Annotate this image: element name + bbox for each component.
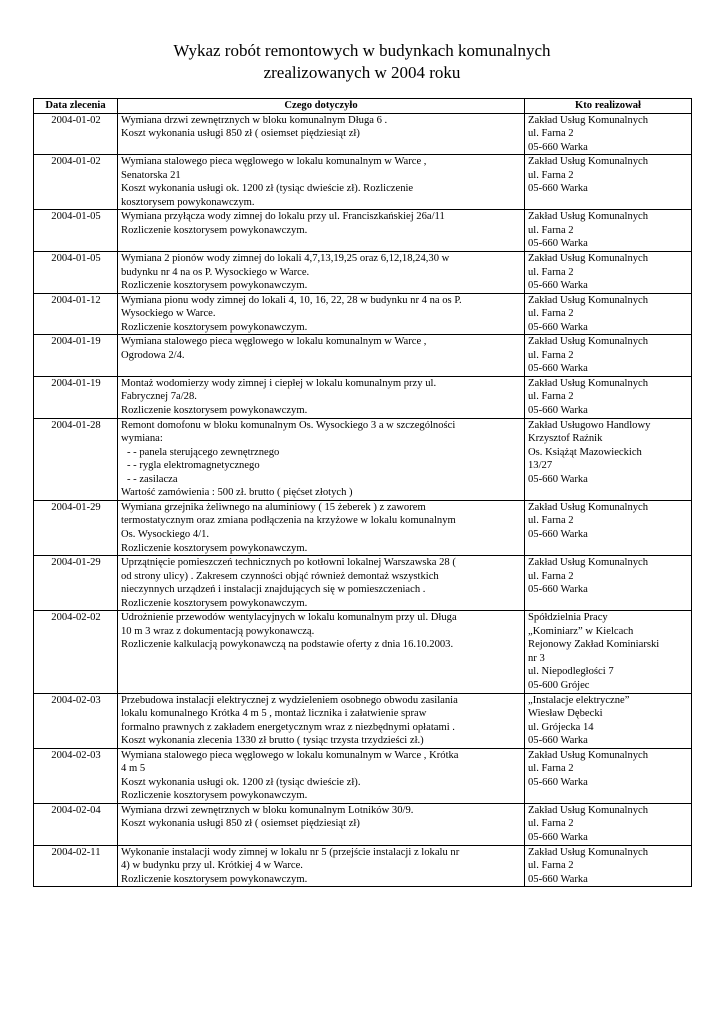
description-line: Rozliczenie kosztorysem powykonawczym. [121, 321, 308, 333]
description-line: wymiana: [121, 433, 163, 445]
description-line: Rozliczenie kosztorysem powykonawczym. [121, 405, 308, 417]
title-line-1: Wykaz robót remontowych w budynkach komunalnych [173, 41, 551, 60]
row-description [118, 803, 525, 845]
description-line: Koszt wykonania zlecenia 1330 zł brutto ( tysiąc trzysta trzydzieści zł.) [121, 735, 424, 747]
description-line: lokalu komunalnego Krótka 4 m 5 , montaż licznika i załatwienie spraw [121, 708, 427, 720]
contractor-line: Os. Książąt Mazowieckich [528, 446, 642, 458]
row-date: 2004-02-11 [34, 845, 118, 887]
row-contractor [525, 252, 692, 294]
row-description [118, 252, 525, 294]
contractor-line: 05-660 Warka [528, 238, 588, 250]
description-line: Przebudowa instalacji elektrycznej z wydzieleniem osobnego obwodu zasilania [121, 694, 458, 706]
row-date: 2004-01-29 [34, 556, 118, 611]
row-description [118, 210, 525, 252]
contractor-line: ul. Farna 2 [528, 391, 574, 403]
contractor-line: ul. Niepodległości 7 [528, 666, 614, 678]
description-line: Wymiana 2 pionów wody zimnej do lokali 4,7,13,19,25 oraz 6,12,18,24,30 w [121, 253, 450, 265]
description-line: Koszt wykonania usługi ok. 1200 zł (tysiąc dwieście zł). [121, 776, 361, 788]
contractor-line: nr 3 [528, 652, 545, 664]
row-description [118, 376, 525, 418]
row-contractor [525, 293, 692, 335]
table-row [34, 293, 692, 335]
contractor-line: Zakład Usługowo Handlowy [528, 419, 651, 431]
row-description [118, 155, 525, 210]
description-line: nieczynnych urządzeń i instalacji znajdujących się w pomieszczeniach . [121, 584, 426, 596]
contractor-line: ul. Farna 2 [528, 763, 574, 775]
row-date: 2004-01-19 [34, 376, 118, 418]
description-line: termostatycznym oraz zmiana podłączenia na krzyżowe w lokalu komunalnym [121, 515, 456, 527]
description-line: Wymiana drzwi zewnętrznych w bloku komunalnym Długa 6 . [121, 114, 388, 126]
contractor-line: Zakład Usług Komunalnych [528, 336, 649, 348]
row-date: 2004-01-12 [34, 293, 118, 335]
contractor-line: ul. Farna 2 [528, 818, 574, 830]
description-line: Wymiana stalowego pieca węglowego w lokalu komunalnym w Warce , [121, 336, 427, 348]
row-date: 2004-01-29 [34, 500, 118, 555]
table-row [34, 500, 692, 555]
works-table [33, 98, 692, 887]
row-date: 2004-01-02 [34, 113, 118, 155]
row-description [118, 748, 525, 803]
row-contractor [525, 500, 692, 555]
row-contractor [525, 611, 692, 693]
contractor-line: 05-660 Warka [528, 280, 588, 292]
row-contractor [525, 210, 692, 252]
row-description [118, 113, 525, 155]
contractor-line: ul. Farna 2 [528, 169, 574, 181]
contractor-line: 05-660 Warka [528, 141, 588, 153]
contractor-line: 05-660 Warka [528, 183, 588, 195]
row-description [118, 693, 525, 748]
contractor-line: 05-660 Warka [528, 528, 588, 540]
row-contractor [525, 556, 692, 611]
table-row [34, 376, 692, 418]
row-description [118, 418, 525, 500]
contractor-line: Rejonowy Zakład Kominiarski [528, 639, 660, 651]
contractor-line: Zakład Usług Komunalnych [528, 114, 649, 126]
contractor-line: Zakład Usług Komunalnych [528, 804, 649, 816]
row-date: 2004-01-28 [34, 418, 118, 500]
contractor-line: Spółdzielnia Pracy [528, 612, 608, 624]
table-row [34, 611, 692, 693]
row-contractor [525, 376, 692, 418]
description-line: Wymiana stalowego pieca węglowego w lokalu komunalnym w Warce , Krótka [121, 749, 459, 761]
description-line: Wysockiego w Warce. [121, 308, 216, 320]
description-line: Rozliczenie kalkulacją powykonawczą na podstawie oferty z dnia 16.10.2003. [121, 639, 454, 651]
description-line: Fabrycznej 7a/28. [121, 391, 197, 403]
contractor-line: ul. Farna 2 [528, 308, 574, 320]
description-line: Wymiana stalowego pieca węglowego w lokalu komunalnym w Warce , [121, 156, 427, 168]
contractor-line: Zakład Usług Komunalnych [528, 846, 649, 858]
contractor-line: 05-660 Warka [528, 873, 588, 885]
row-description [118, 845, 525, 887]
table-row [34, 418, 692, 500]
contractor-line: „Kominiarz” w Kielcach [528, 625, 634, 637]
row-date: 2004-01-05 [34, 210, 118, 252]
table-row [34, 556, 692, 611]
row-contractor [525, 693, 692, 748]
description-line: Ogrodowa 2/4. [121, 349, 185, 361]
header-row [34, 99, 692, 114]
table-row [34, 335, 692, 377]
header-date: Data zlecenia [34, 99, 118, 114]
row-date: 2004-02-02 [34, 611, 118, 693]
row-contractor [525, 113, 692, 155]
description-line: Rozliczenie kosztorysem powykonawczym. [121, 597, 308, 609]
description-line: Wymiana drzwi zewnętrznych w bloku komunalnym Lotników 30/9. [121, 804, 414, 816]
description-line: Koszt wykonania usługi ok. 1200 zł (tysiąc dwieście zł). Rozliczenie [121, 183, 414, 195]
contractor-line: ul. Farna 2 [528, 570, 574, 582]
row-description [118, 556, 525, 611]
table-row [34, 748, 692, 803]
contractor-line: Zakład Usług Komunalnych [528, 294, 649, 306]
row-date: 2004-02-03 [34, 693, 118, 748]
description-line: - - panela sterującego zewnętrznego [127, 446, 280, 458]
description-line: od strony ulicy) . Zakresem czynności objąć również demontaż wszystkich [121, 570, 439, 582]
description-line: Os. Wysockiego 4/1. [121, 528, 210, 540]
description-line: 4) w budynku przy ul. Krótkiej 4 w Warce. [121, 860, 303, 872]
row-date: 2004-01-02 [34, 155, 118, 210]
contractor-line: ul. Farna 2 [528, 515, 574, 527]
contractor-line: Zakład Usług Komunalnych [528, 501, 649, 513]
row-date: 2004-01-05 [34, 252, 118, 294]
description-line: Rozliczenie kosztorysem powykonawczym. [121, 790, 308, 802]
row-contractor [525, 748, 692, 803]
contractor-line: Zakład Usług Komunalnych [528, 211, 649, 223]
description-line: Udrożnienie przewodów wentylacyjnych w lokalu komunalnym przy ul. Długa [121, 612, 457, 624]
description-line: Montaż wodomierzy wody zimnej i ciepłej w lokalu komunalnym przy ul. [121, 377, 437, 389]
contractor-line: 05-660 Warka [528, 776, 588, 788]
row-description [118, 335, 525, 377]
description-line: Rozliczenie kosztorysem powykonawczym. [121, 280, 308, 292]
description-line: Wymiana przyłącza wody zimnej do lokalu przy ul. Franciszkańskiej 26a/11 [121, 211, 445, 223]
row-description [118, 500, 525, 555]
contractor-line: 05-660 Warka [528, 405, 588, 417]
contractor-line: 05-660 Warka [528, 321, 588, 333]
description-line: 4 m 5 [121, 763, 146, 775]
row-contractor [525, 155, 692, 210]
row-description [118, 611, 525, 693]
contractor-line: ul. Farna 2 [528, 266, 574, 278]
contractor-line: Zakład Usług Komunalnych [528, 749, 649, 761]
row-contractor [525, 418, 692, 500]
table-row [34, 803, 692, 845]
description-line: - - rygla elektromagnetycznego [127, 460, 260, 472]
document-title [0, 40, 724, 84]
description-line: Uprzątnięcie pomieszczeń technicznych po kotłowni lokalnej Warszawska 28 ( [121, 557, 456, 569]
row-date: 2004-02-03 [34, 748, 118, 803]
table-row [34, 693, 692, 748]
contractor-line: 13/27 [528, 460, 553, 472]
contractor-line: Zakład Usług Komunalnych [528, 156, 649, 168]
row-description [118, 293, 525, 335]
contractor-line: 05-660 Warka [528, 831, 588, 843]
description-line: Koszt wykonania usługi 850 zł ( osiemset piędziesiąt zł) [121, 818, 360, 830]
description-line: Rozliczenie kosztorysem powykonawczym. [121, 542, 308, 554]
contractor-line: ul. Farna 2 [528, 860, 574, 872]
header-contractor: Kto realizował [525, 99, 692, 114]
description-line: Rozliczenie kosztorysem powykonawczym. [121, 224, 308, 236]
contractor-line: Wiesław Dębecki [528, 708, 603, 720]
description-line: formalno prawnych z zakładem energetycznym wraz z niezbędnymi opłatami . [121, 721, 455, 733]
contractor-line: Zakład Usług Komunalnych [528, 557, 649, 569]
contractor-line: ul. Farna 2 [528, 349, 574, 361]
table-row [34, 845, 692, 887]
table-row [34, 113, 692, 155]
row-date: 2004-01-19 [34, 335, 118, 377]
row-date: 2004-02-04 [34, 803, 118, 845]
contractor-line: „Instalacje elektryczne” [528, 694, 630, 706]
description-line: Wymiana grzejnika żeliwnego na aluminiowy ( 15 żeberek ) z zaworem [121, 501, 426, 513]
table-row [34, 252, 692, 294]
header-description: Czego dotyczyło [118, 99, 525, 114]
description-line: Senatorska 21 [121, 169, 181, 181]
contractor-line: ul. Farna 2 [528, 128, 574, 140]
description-line: Wymiana pionu wody zimnej do lokali 4, 10, 16, 22, 28 w budynku nr 4 na os P. [121, 294, 462, 306]
contractor-line: 05-660 Warka [528, 363, 588, 375]
description-line: Wartość zamówienia : 500 zł. brutto ( pięćset złotych ) [121, 487, 353, 499]
description-line: Wykonanie instalacji wody zimnej w lokalu nr 5 (przejście instalacji z lokalu nr [121, 846, 460, 858]
contractor-line: ul. Grójecka 14 [528, 721, 594, 733]
table-body [34, 113, 692, 887]
contractor-line: 05-600 Grójec [528, 679, 590, 691]
title-line-2: zrealizowanych w 2004 roku [263, 63, 461, 82]
description-line: kosztorysem powykonawczym. [121, 196, 255, 208]
contractor-line: 05-660 Warka [528, 473, 588, 485]
description-line: Remont domofonu w bloku komunalnym Os. Wysockiego 3 a w szczególności [121, 419, 456, 431]
row-contractor [525, 335, 692, 377]
contractor-line: Krzysztof Raźnik [528, 433, 603, 445]
description-line: Rozliczenie kosztorysem powykonawczym. [121, 873, 308, 885]
contractor-line: Zakład Usług Komunalnych [528, 253, 649, 265]
description-line: 10 m 3 wraz z dokumentacją powykonawczą. [121, 625, 315, 637]
table-row [34, 210, 692, 252]
description-line: Koszt wykonania usługi 850 zł ( osiemset piędziesiąt zł) [121, 128, 360, 140]
contractor-line: 05-660 Warka [528, 584, 588, 596]
description-line: budynku nr 4 na os P. Wysockiego w Warce. [121, 266, 310, 278]
row-contractor [525, 845, 692, 887]
description-line: - - zasilacza [127, 473, 178, 485]
contractor-line: Zakład Usług Komunalnych [528, 377, 649, 389]
row-contractor [525, 803, 692, 845]
contractor-line: 05-660 Warka [528, 735, 588, 747]
contractor-line: ul. Farna 2 [528, 224, 574, 236]
table-row [34, 155, 692, 210]
